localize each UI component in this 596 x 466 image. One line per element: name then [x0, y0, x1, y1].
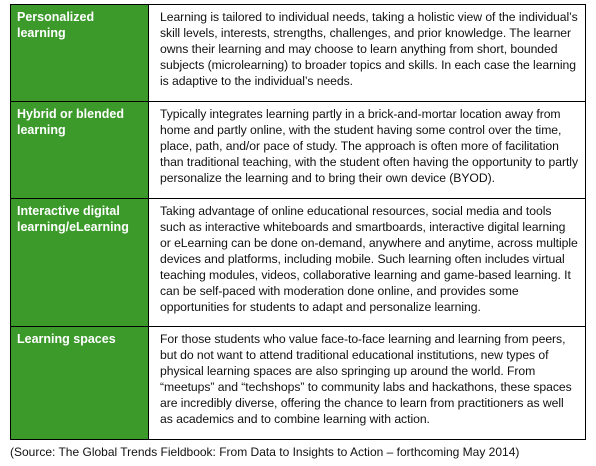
row-label-learning-spaces: Learning spaces: [11, 327, 149, 439]
source-citation: (Source: The Global Trends Fieldbook: From Data to Insights to Action – forthcoming May 2014): [10, 445, 520, 459]
row-label-interactive-digital-learning: Interactive digital learning/eLearning: [11, 199, 149, 326]
row-description-personalized-learning: Learning is tailored to individual needs, taking a holistic view of the individual’s skill levels, interests, strengths, challenges, and prior knowledge. The learner owns their learning and may choose to learn anything from short, bounded subjects (microlearning) to broader topics and skills. In each case the learning is adaptive to the individual’s needs.: [149, 5, 586, 101]
table-row: [11, 199, 586, 327]
row-description-hybrid-learning: Typically integrates learning partly in a brick-and-mortar location away from home and partly online, with the student having some control over the time, place, path, and/or pace of study. The approach is often more of facilitation than traditional teaching, with the student often having the opportunity to partly personalize the learning and to bring their own device (BYOD).: [149, 102, 586, 198]
table-row: [11, 327, 586, 440]
row-label-hybrid-learning: Hybrid or blended learning: [11, 102, 149, 198]
learning-types-table: [10, 4, 586, 440]
row-description-interactive-digital-learning: Taking advantage of online educational resources, social media and tools such as interactive whiteboards and smartboards, interactive digital learning or eLearning can be done on-demand, anywhere and anytime, across multiple devices and platforms, including mobile. Such learning often includes virtual teaching modules, videos, collaborative learning and game-based learning. It can be self-paced with moderation done online, and provides some opportunities for students to adapt and personalize learning.: [149, 199, 586, 326]
table-row: [11, 5, 586, 102]
row-description-learning-spaces: For those students who value face-to-face learning and learning from peers, but do not want to attend traditional educational institutions, new types of physical learning spaces are also springing up around the world. From “meetups” and “techshops” to community labs and hackathons, these spaces are incredibly diverse, offering the chance to learn from practitioners as well as academics and to combine learning with action.: [149, 327, 586, 439]
table-row: [11, 102, 586, 199]
row-label-personalized-learning: Personalized learning: [11, 5, 149, 101]
